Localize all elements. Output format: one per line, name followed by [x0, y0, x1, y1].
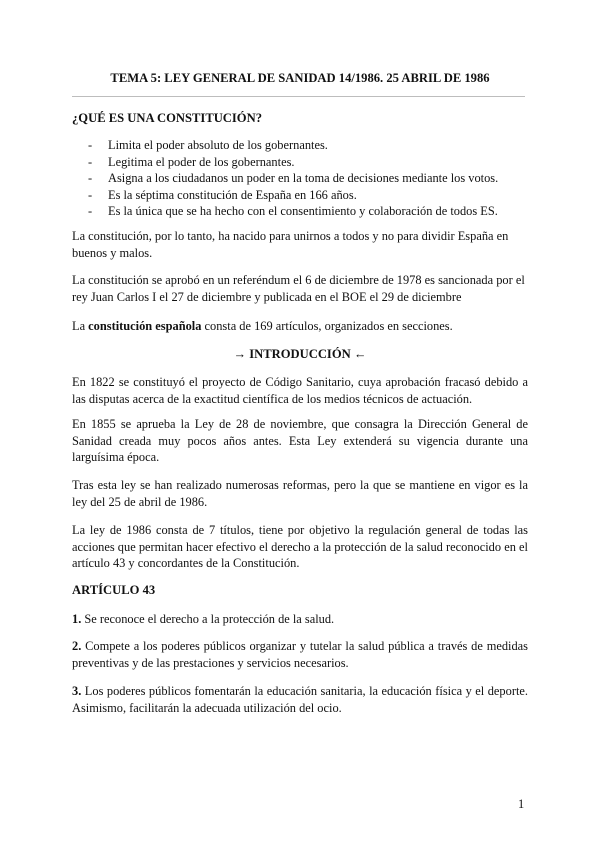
- dash-bullet: -: [88, 171, 93, 185]
- bullet-list: [88, 137, 518, 220]
- list-item: - Asigna a los ciudadanos un poder en la toma de decisiones mediante los votos.: [88, 171, 499, 185]
- paragraph-1855: En 1855 se aprueba la Ley de 28 de noviembre, que consagra la Dirección General de Sanidad creada muy pocos años antes. Esta Ley extenderá su vigencia durante una larguísima época.: [72, 417, 528, 464]
- paragraph-reformas: Tras esta ley se han realizado numerosas reformas, pero la que se mantiene en vigor es la ley del 25 de abril de 1986.: [72, 478, 528, 509]
- list-item: - Es la séptima constitución de España en 166 años.: [88, 187, 357, 202]
- dash-bullet: -: [88, 187, 93, 202]
- dash-bullet: -: [88, 204, 93, 218]
- list-item: - Legitima el poder de los gobernantes.: [88, 154, 295, 169]
- paragraph-1822: En 1822 se constituyó el proyecto de Código Sanitario, cuya aprobación fracasó debido a las disputas acerca de la exactitud científica de los medios técnicos de actuación.: [72, 375, 528, 406]
- dash-bullet: -: [88, 138, 93, 152]
- paragraph-ley-1986: La ley de 1986 consta de 7 títulos, tiene por objetivo la regulación general de todas las acciones que permitan hacer efectivo el derecho a la protección de la salud reconocido en el artículo 43 y concordantes de la Constitución.: [72, 523, 528, 570]
- paragraph-constitucion-articulos: La constitución española consta de 169 artículos, organizados en secciones.: [72, 319, 453, 333]
- section-heading-articulo-43: ARTÍCULO 43: [72, 583, 156, 597]
- article-item-3: 3. Los poderes públicos fomentarán la educación sanitaria, la educación física y el deporte. Asimismo, facilitarán la adecuada utilización del ocio.: [72, 684, 528, 715]
- article-item-2: 2. Compete a los poderes públicos organizar y tutelar la salud pública a través de medidas preventivas y de las prestaciones y servicios necesarios.: [72, 639, 528, 670]
- list-item: - Limita el poder absoluto de los gobernantes.: [88, 138, 328, 152]
- document-title: TEMA 5: LEY GENERAL DE SANIDAD 14/1986. 25 ABRIL DE 1986: [110, 71, 490, 85]
- dash-bullet: -: [88, 154, 93, 169]
- section-heading-constitucion: ¿QUÉ ES UNA CONSTITUCIÓN?: [72, 111, 262, 125]
- section-heading-introduccion: → INTRODUCCIÓN ←: [233, 347, 367, 361]
- page-number: 1: [518, 797, 525, 811]
- paragraph-constitucion-aprobacion: La constitución se aprobó en un referéndum el 6 de diciembre de 1978 es sancionada por el rey Juan Carlos I el 27 de diciembre y publicada en el BOE el 29 de diciembre: [72, 273, 525, 304]
- paragraph-constitucion-union: La constitución, por lo tanto, ha nacido para unirnos a todos y no para dividir España en buenos y malos.: [72, 229, 509, 260]
- list-item: - Es la única que se ha hecho con el consentimiento y colaboración de todos ES.: [88, 204, 498, 218]
- article-item-1: 1. Se reconoce el derecho a la protección de la salud.: [72, 612, 335, 626]
- title-divider: [72, 96, 525, 97]
